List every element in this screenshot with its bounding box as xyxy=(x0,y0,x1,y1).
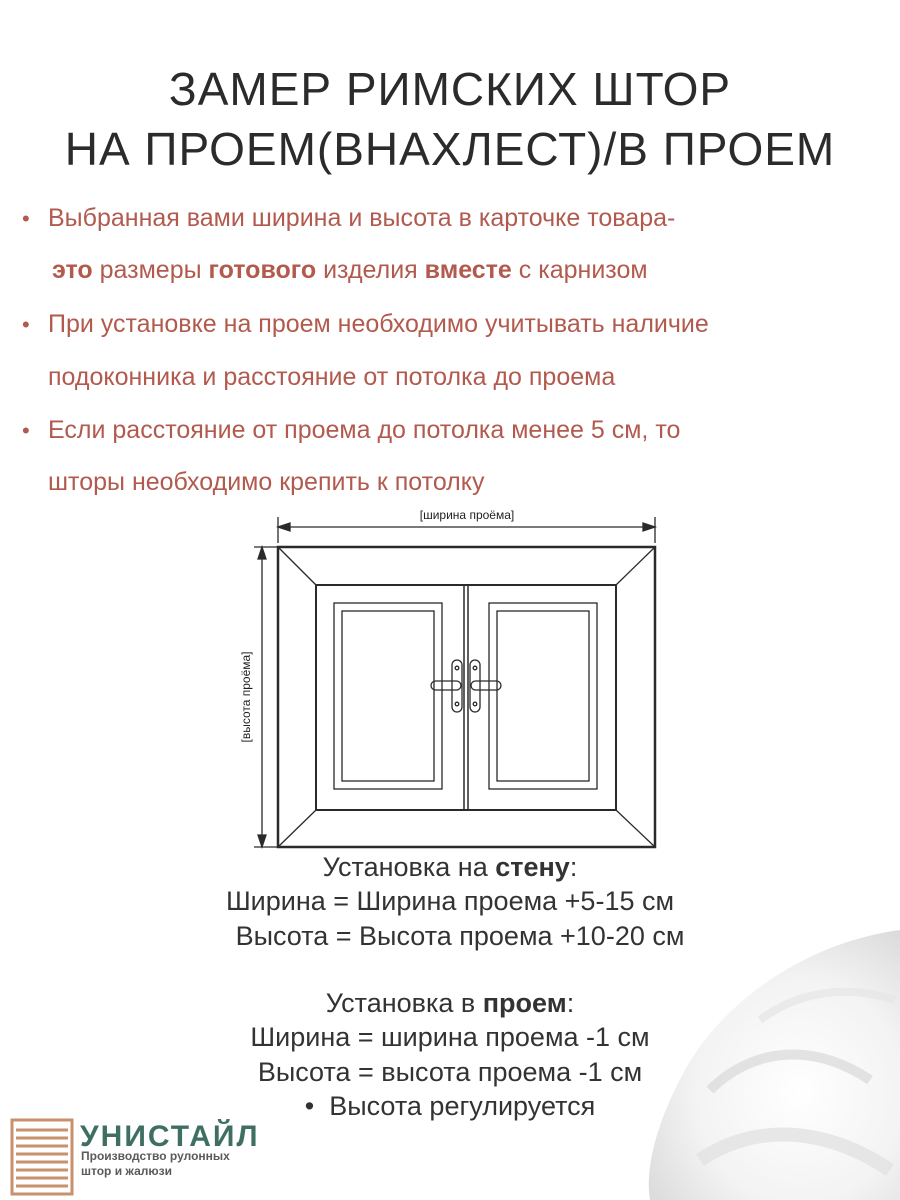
page-title-line-1: ЗАМЕР РИМСКИХ ШТОР xyxy=(168,63,732,115)
text-fragment: с карнизом xyxy=(511,256,648,284)
text-fragment: размеры xyxy=(92,256,209,284)
width-label: [ширина проёма] xyxy=(419,508,515,522)
adjust-text: Высота регулируется xyxy=(329,1091,596,1121)
left-handle xyxy=(431,660,462,712)
bullet-2-line-1: При установке на проем необходимо учитывать наличие xyxy=(48,310,709,338)
bold-word-eto: это xyxy=(52,256,93,284)
height-arrow-bottom xyxy=(258,835,266,847)
brand-logo-icon xyxy=(10,1118,74,1196)
bullet-2-line-2: подоконника и расстояние от потолка до проема xyxy=(48,363,616,391)
brand-tagline-line-2: штор и жалюзи xyxy=(81,1164,172,1178)
window-measurement-diagram xyxy=(230,505,670,855)
height-label: [высота проёма] xyxy=(239,651,253,743)
opening-height-formula: Высота = высота проема -1 см xyxy=(257,1057,643,1087)
brand-tagline-line-1: Производство рулонных xyxy=(81,1149,230,1163)
left-glass xyxy=(342,611,434,781)
height-arrow-top xyxy=(258,547,266,559)
wall-height-formula: Высота = Высота проема +10-20 см xyxy=(235,921,685,951)
bullet-3-line-2: шторы необходимо крепить к потолку xyxy=(48,468,485,496)
heading-colon: : xyxy=(569,852,578,882)
page-title-line-2: НА ПРОЕМ(ВНАХЛЕСТ)/В ПРОЕМ xyxy=(64,123,836,175)
left-sash xyxy=(334,603,442,789)
bold-word-gotovogo: готового xyxy=(208,256,317,284)
bold-word-vmeste: вместе xyxy=(424,256,512,284)
bullet-3-line-1: Если расстояние от проема до потолка менее 5 см, то xyxy=(48,416,681,444)
right-glass xyxy=(497,611,589,781)
heading-text: Установка на xyxy=(322,852,496,882)
heading-colon: : xyxy=(566,988,575,1018)
width-arrow-right xyxy=(643,523,655,531)
heading-text: Установка в xyxy=(325,988,483,1018)
wall-width-formula: Ширина = Ширина проема +5-15 см xyxy=(225,886,675,916)
bullet-1-line-1: Выбранная вами ширина и высота в карточке товара- xyxy=(48,204,676,232)
opening-width-formula: Ширина = ширина проема -1 см xyxy=(250,1022,650,1052)
bullet-marker: • xyxy=(22,206,30,231)
bullet-marker: • xyxy=(22,418,30,443)
wall-mount-heading xyxy=(0,852,900,883)
bullet-1-line-2 xyxy=(52,256,648,285)
heading-bold: стену xyxy=(495,852,570,882)
window-frame xyxy=(316,585,616,810)
fabric-sample-image xyxy=(640,930,900,1200)
right-sash xyxy=(489,603,597,789)
bullet-marker: • xyxy=(304,1091,315,1121)
brand-name: УНИСТАЙЛ xyxy=(80,1120,260,1153)
bullet-marker: • xyxy=(22,312,30,337)
text-fragment: изделия xyxy=(316,256,425,284)
width-arrow-left xyxy=(278,523,290,531)
heading-bold: проем xyxy=(482,988,567,1018)
